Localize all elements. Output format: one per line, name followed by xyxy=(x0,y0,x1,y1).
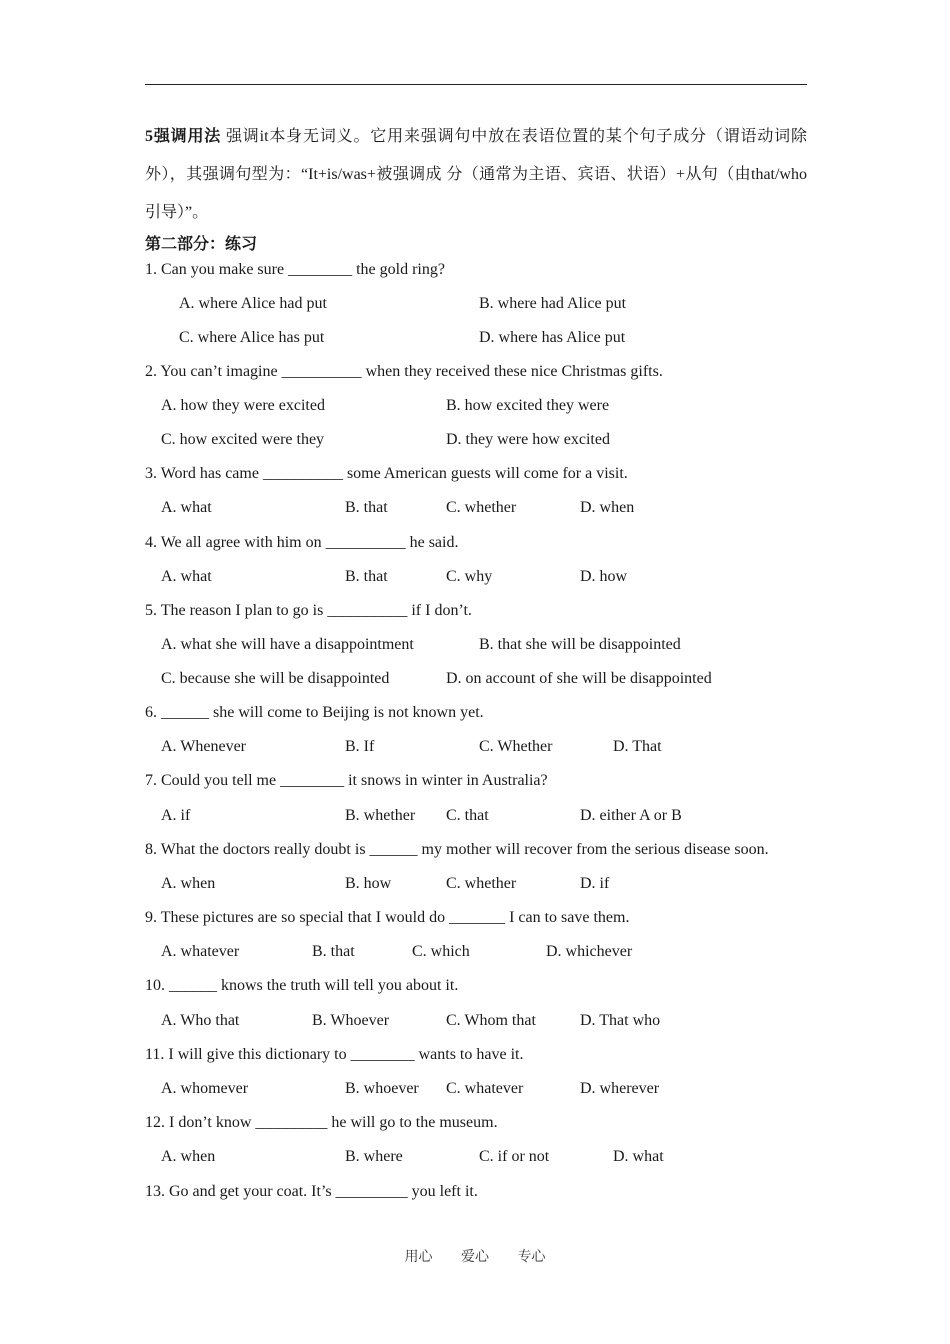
option-d: D. what xyxy=(613,1148,664,1165)
option-c: C. if or not xyxy=(479,1148,550,1165)
option-a: A. if xyxy=(161,807,191,824)
option-c: C. where Alice has put xyxy=(179,329,325,346)
option-b: B. that xyxy=(345,499,388,516)
question-stem: 11. I will give this dictionary to ________ wants to have it. xyxy=(145,1046,524,1063)
option-b: B. Whoever xyxy=(312,1012,390,1029)
question-stem: 5. The reason I plan to go is __________ if I don’t. xyxy=(145,602,472,619)
option-d: D. on account of she will be disappointed xyxy=(446,670,712,687)
option-c: C. because she will be disappointed xyxy=(161,670,390,687)
option-d: D. they were how excited xyxy=(446,431,610,448)
option-c: C. whatever xyxy=(446,1080,524,1097)
option-d: D. wherever xyxy=(580,1080,660,1097)
page-footer xyxy=(0,1247,950,1267)
question-stem: 2. You can’t imagine __________ when they received these nice Christmas gifts. xyxy=(145,363,663,380)
option-d: D. whichever xyxy=(546,943,633,960)
header-rule xyxy=(145,84,807,85)
option-d: D. That who xyxy=(580,1012,661,1029)
option-d: D. either A or B xyxy=(580,807,682,824)
option-a: A. what she will have a disappointment xyxy=(161,636,414,653)
option-a: A. whatever xyxy=(161,943,240,960)
question-stem: 12. I don’t know _________ he will go to the museum. xyxy=(145,1114,498,1131)
option-b: B. where had Alice put xyxy=(479,295,627,312)
question-stem: 7. Could you tell me ________ it snows in winter in Australia? xyxy=(145,772,548,789)
question-stem: 9. These pictures are so special that I would do _______ I can to save them. xyxy=(145,909,630,926)
option-c: C. how excited were they xyxy=(161,431,325,448)
option-b: B. where xyxy=(345,1148,403,1165)
question-stem: 6. ______ she will come to Beijing is not known yet. xyxy=(145,704,484,721)
option-d: D. when xyxy=(580,499,635,516)
option-c: C. that xyxy=(446,807,489,824)
footer-word: 用心 xyxy=(404,1249,433,1265)
option-c: C. whether xyxy=(446,875,517,892)
intro-heading: 5强调用法 xyxy=(145,128,222,145)
option-b: B. whether xyxy=(345,807,416,824)
option-b: B. how xyxy=(345,875,392,892)
option-b: B. how excited they were xyxy=(446,397,610,414)
option-a: A. what xyxy=(161,499,212,516)
option-d: D. That xyxy=(613,738,662,755)
question-stem: 3. Word has came __________ some American guests will come for a visit. xyxy=(145,465,628,482)
option-d: D. if xyxy=(580,875,610,892)
option-c: C. why xyxy=(446,568,493,585)
footer-word: 爱心 xyxy=(461,1249,489,1265)
option-b: B. whoever xyxy=(345,1080,419,1097)
option-c: C. Whether xyxy=(479,738,553,755)
question-stem: 10. ______ knows the truth will tell you about it. xyxy=(145,977,459,994)
option-c: C. Whom that xyxy=(446,1012,536,1029)
option-a: A. whomever xyxy=(161,1080,249,1097)
option-b: B. that she will be disappointed xyxy=(479,636,681,653)
option-c: C. whether xyxy=(446,499,517,516)
option-a: A. what xyxy=(161,568,212,585)
option-b: B. If xyxy=(345,738,375,755)
option-a: A. where Alice had put xyxy=(179,295,327,312)
intro-text: 强调it本身无词义。它用来强调句中放在表语位置的某个句子成分（谓语动词除外），其强调句型为：“It+is/was+被强调成 分（通常为主语、宾语、状语）+从句（由that/who引导）”。 xyxy=(145,128,807,221)
footer-word: 专心 xyxy=(517,1249,546,1265)
option-a: A. Whenever xyxy=(161,738,246,755)
question-stem: 4. We all agree with him on __________ he said. xyxy=(145,534,459,551)
option-b: B. that xyxy=(345,568,388,585)
option-a: A. Who that xyxy=(161,1012,240,1029)
grammar-intro xyxy=(145,118,807,232)
option-d: D. how xyxy=(580,568,628,585)
question-stem: 1. Can you make sure ________ the gold ring? xyxy=(145,261,445,278)
question-stem: 13. Go and get your coat. It’s _________ you left it. xyxy=(145,1183,478,1200)
option-d: D. where has Alice put xyxy=(479,329,626,346)
option-a: A. when xyxy=(161,1148,216,1165)
section-title: 第二部分：练习 xyxy=(145,236,258,253)
option-a: A. how they were excited xyxy=(161,397,325,414)
question-stem: 8. What the doctors really doubt is ______ my mother will recover from the serious disease soon. xyxy=(145,841,769,858)
option-b: B. that xyxy=(312,943,355,960)
option-c: C. which xyxy=(412,943,470,960)
option-a: A. when xyxy=(161,875,216,892)
